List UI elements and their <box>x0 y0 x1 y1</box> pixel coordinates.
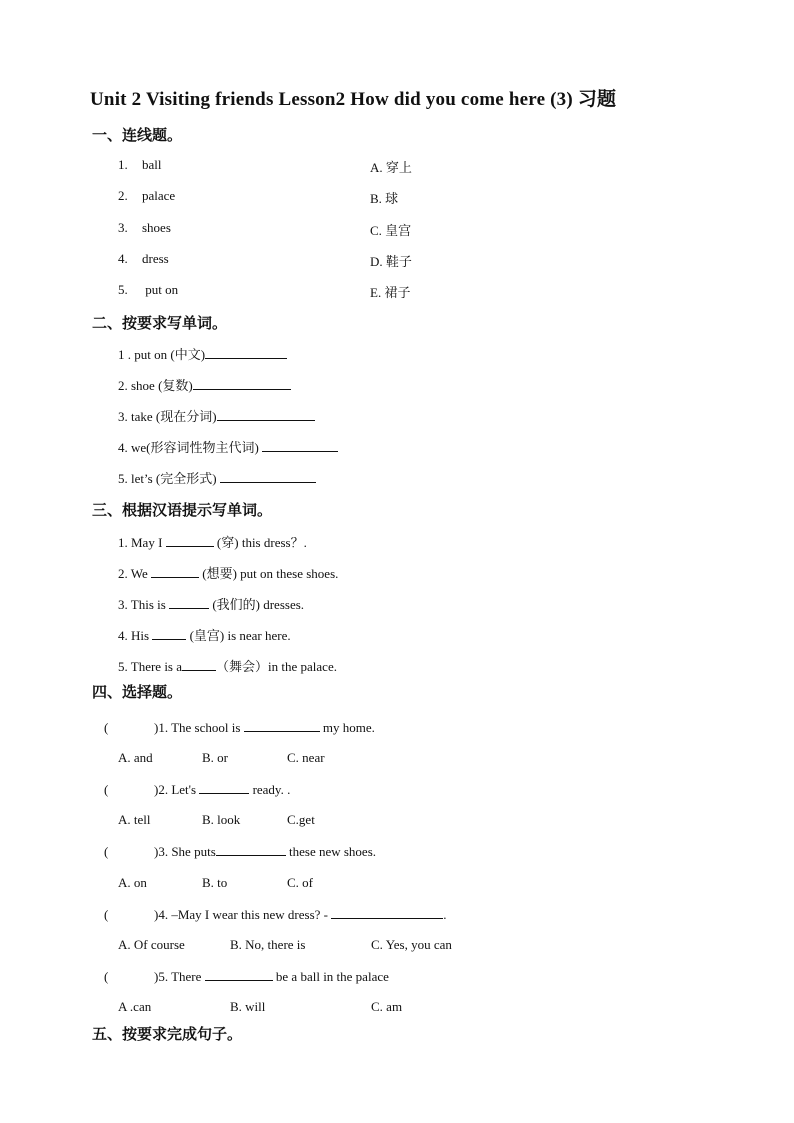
s1-left-item-4 <box>118 251 169 267</box>
answer-blank[interactable] <box>151 565 199 578</box>
s2-item-2 <box>118 375 291 394</box>
section4-heading: 四、选择题。 <box>92 685 183 701</box>
option-b[interactable]: B. to <box>202 875 228 890</box>
section5-heading: 五、按要求完成句子。 <box>92 1027 243 1043</box>
s3-item-2 <box>118 563 338 582</box>
question-text: )3. She puts <box>154 844 216 859</box>
s2-item-3 <box>118 406 315 425</box>
mc-question-1 <box>104 719 375 736</box>
item-hint: (我们的) dresses. <box>209 597 305 612</box>
answer-blank[interactable] <box>152 627 186 640</box>
item-text: 5. There is a <box>118 659 183 674</box>
answer-paren-open[interactable]: ( <box>104 969 109 984</box>
item-number: 2. <box>118 188 128 203</box>
answer-paren-open[interactable]: ( <box>104 720 109 735</box>
answer-blank <box>216 843 286 856</box>
question-text: )4. –May I wear this new dress? - <box>154 907 332 922</box>
answer-blank[interactable] <box>169 596 209 609</box>
option-b[interactable]: B. No, there is <box>230 937 306 952</box>
s3-item-1 <box>118 532 307 551</box>
answer-blank <box>244 719 320 732</box>
answer-blank[interactable] <box>220 470 316 483</box>
item-text: 3. This is <box>118 597 170 612</box>
s3-item-5 <box>118 656 337 675</box>
s1-right-item-c: C. 皇宫 <box>370 223 412 238</box>
answer-blank[interactable] <box>182 658 216 671</box>
option-b[interactable]: B. or <box>202 750 228 765</box>
item-hint: (皇宫) is near here. <box>186 628 291 643</box>
section1-heading: 一、连线题。 <box>92 128 183 144</box>
mc-question-5 <box>104 968 389 985</box>
option-b[interactable]: B. will <box>230 999 266 1014</box>
item-text: 1 . put on (中文) <box>118 347 206 362</box>
item-word: shoes <box>142 220 171 235</box>
item-hint: （舞会）in the palace. <box>216 659 337 674</box>
item-number: 5. <box>118 282 128 297</box>
item-text: 4. His <box>118 628 153 643</box>
s1-right-item-d: D. 鞋子 <box>370 254 412 269</box>
answer-blank <box>205 968 273 981</box>
answer-blank[interactable] <box>193 377 291 390</box>
s1-left-item-3 <box>118 220 171 236</box>
s2-item-5 <box>118 468 316 487</box>
s3-item-4 <box>118 625 291 644</box>
mc-question-4 <box>104 906 447 923</box>
option-a[interactable]: A. and <box>118 750 153 765</box>
answer-blank[interactable] <box>166 534 214 547</box>
item-hint: (穿) this dress？. <box>213 535 307 550</box>
item-hint: (想要) put on these shoes. <box>199 566 339 581</box>
item-word: put on <box>142 282 179 297</box>
s3-item-3 <box>118 594 304 613</box>
s1-right-item-a: A. 穿上 <box>370 160 412 175</box>
item-text: 3. take (现在分词) <box>118 409 217 424</box>
page-title: Unit 2 Visiting friends Lesson2 How did you come here (3) 习题 <box>90 89 617 110</box>
mc-question-3 <box>104 843 376 860</box>
answer-blank[interactable] <box>262 439 338 452</box>
s1-right-item-b: B. 球 <box>370 191 399 206</box>
question-text-after: . <box>443 907 447 922</box>
item-word: ball <box>142 157 162 172</box>
answer-blank <box>331 906 443 919</box>
option-c[interactable]: C. near <box>287 750 325 765</box>
item-number: 1. <box>118 157 128 172</box>
option-c[interactable]: C. am <box>371 999 403 1014</box>
item-text: 5. let’s (完全形式) <box>118 471 220 486</box>
s1-left-item-1 <box>118 157 162 173</box>
item-text: 2. shoe (复数) <box>118 378 193 393</box>
mc-question-2 <box>104 781 290 798</box>
option-a[interactable]: A. tell <box>118 812 151 827</box>
item-word: palace <box>142 188 176 203</box>
option-a[interactable]: A. Of course <box>118 937 185 952</box>
s1-left-item-5 <box>118 282 178 298</box>
option-a[interactable]: A. on <box>118 875 147 890</box>
option-a[interactable]: A .can <box>118 999 152 1014</box>
item-text: 2. We <box>118 566 152 581</box>
item-number: 4. <box>118 251 128 266</box>
answer-blank <box>199 781 249 794</box>
question-text: )1. The school is <box>154 720 244 735</box>
question-text-after: be a ball in the palace <box>272 969 389 984</box>
s1-right-item-e: E. 裙子 <box>370 285 411 300</box>
question-text-after: ready. . <box>249 782 291 797</box>
question-text: )5. There <box>154 969 205 984</box>
answer-paren-open[interactable]: ( <box>104 844 109 859</box>
option-c[interactable]: C. of <box>287 875 313 890</box>
answer-paren-open[interactable]: ( <box>104 907 109 922</box>
s2-item-4 <box>118 437 338 456</box>
answer-blank[interactable] <box>217 408 315 421</box>
option-b[interactable]: B. look <box>202 812 241 827</box>
option-c[interactable]: C.get <box>287 812 315 827</box>
item-number: 3. <box>118 220 128 235</box>
item-text: 4. we(形容词性物主代词) <box>118 440 263 455</box>
s2-item-1 <box>118 344 287 363</box>
answer-blank[interactable] <box>205 346 287 359</box>
section3-heading: 三、根据汉语提示写单词。 <box>92 503 273 519</box>
answer-paren-open[interactable]: ( <box>104 782 109 797</box>
section2-heading: 二、按要求写单词。 <box>92 316 228 332</box>
s1-left-item-2 <box>118 188 175 204</box>
item-text: 1. May I <box>118 535 166 550</box>
item-word: dress <box>142 251 169 266</box>
question-text-after: these new shoes. <box>285 844 377 859</box>
question-text: )2. Let's <box>154 782 200 797</box>
option-c[interactable]: C. Yes, you can <box>371 937 452 952</box>
question-text-after: my home. <box>319 720 375 735</box>
